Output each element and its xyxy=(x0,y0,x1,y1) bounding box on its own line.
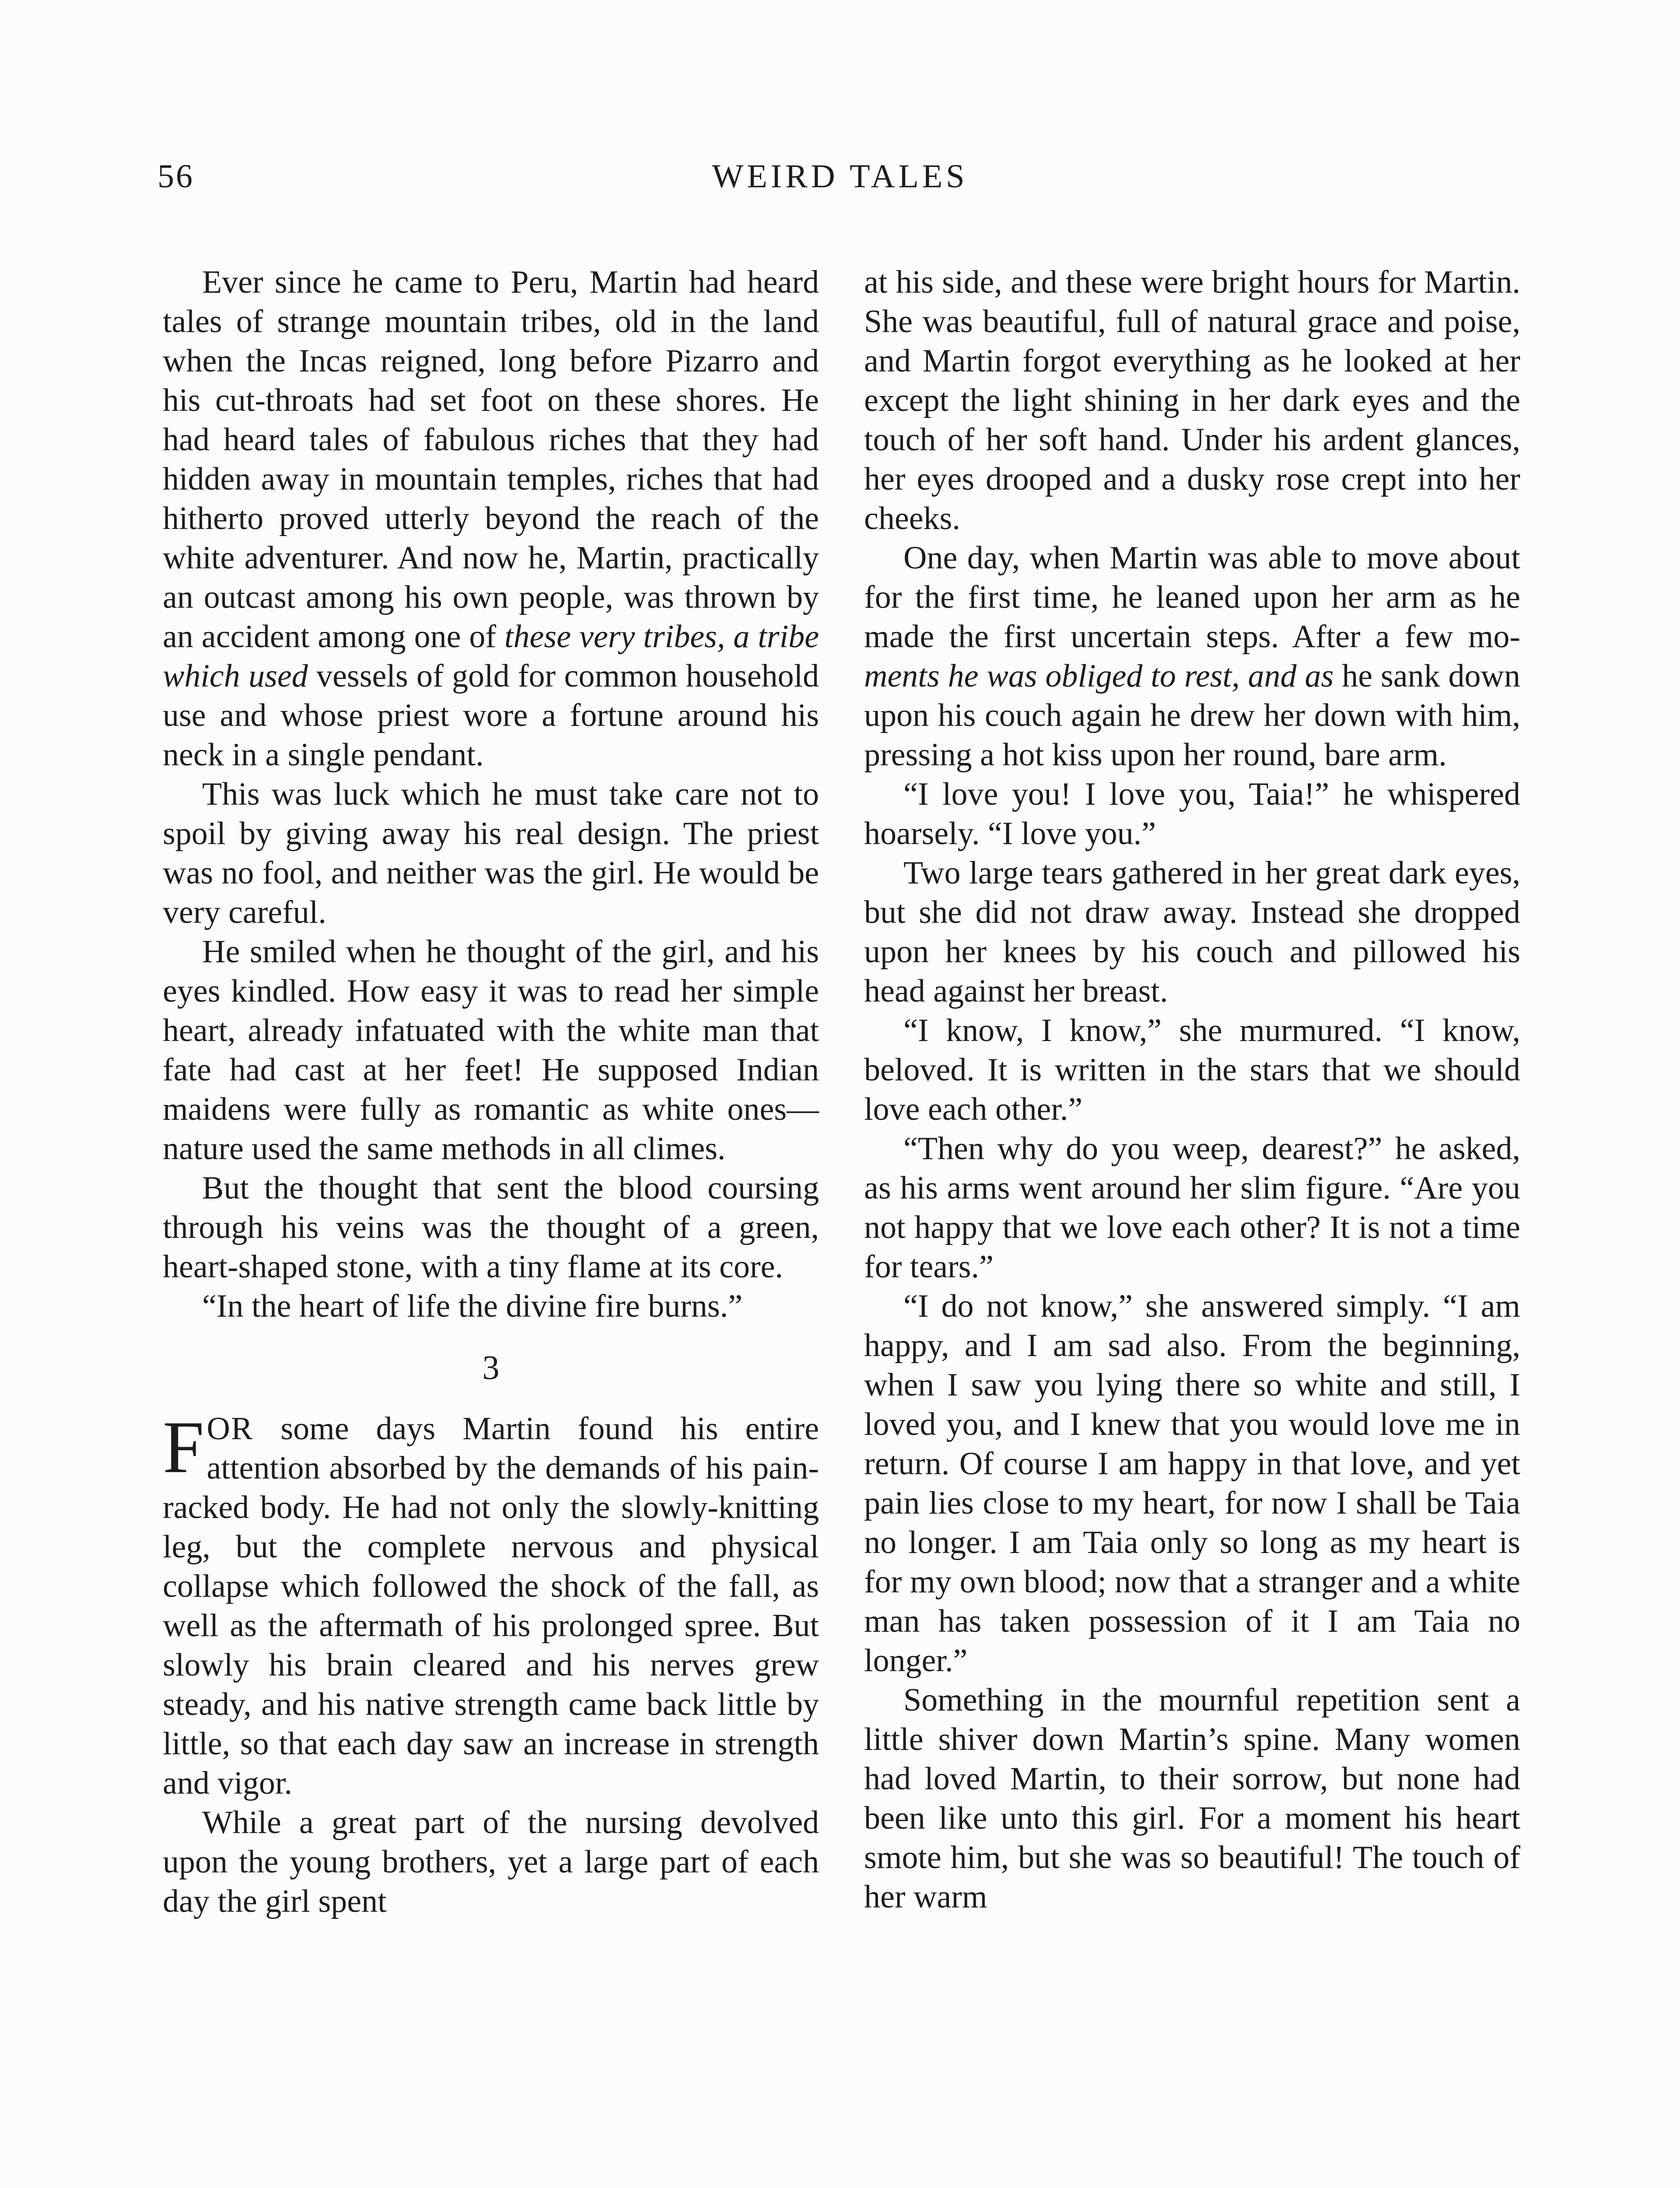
paragraph: He smiled when he thought of the girl, and his eyes kindled. How easy it was to read her simple heart, already infatuated with the white man that fate had cast at her feet! He supposed Indian maidens were fully as romantic as white ones—nature used the same methods in all climes. xyxy=(163,934,819,1167)
paragraph: While a great part of the nursing devolved upon the young brothers, yet a large part of each day the girl spent xyxy=(163,1805,819,1919)
paragraph: “I do not know,” she answered simply. “I am happy, and I am sad also. From the beginning, when I saw you lying there so white and still, I loved you, and I knew that you would love me in return. Of course I am happy in that love, and yet pain lies close to my heart, for now I shall be Taia no longer. I am Taia only so long as my heart is for my own blood; now that a stranger and a white man has taken possession of it I am Taia no longer.” xyxy=(864,1288,1520,1679)
paragraph: Two large tears gathered in her great dark eyes, but she did not draw away. Instead she dropped upon her knees by his couch and pillowed his head against her breast. xyxy=(864,855,1520,1009)
section-number: 3 xyxy=(482,1348,500,1386)
paragraph xyxy=(163,263,819,775)
small-caps-text: OR xyxy=(206,1411,254,1447)
paragraph: This was luck which he must take care not to spoil by giving away his real design. The priest was no fool, and neither was the girl. He would be very careful. xyxy=(163,776,819,930)
paragraph: “Then why do you weep, dearest?” he asked, as his arms went around her slim figure. “Are you not happy that we love each other? It is not a time for tears.” xyxy=(864,1131,1520,1285)
page-header xyxy=(158,158,1522,206)
paragraph-text: vessels of gold for common household use and whose priest wore a fortune around his neck in a single pendant. xyxy=(163,658,819,773)
paragraph: “I know, I know,” she murmured. “I know, beloved. It is written in the stars that we should love each other.” xyxy=(864,1013,1520,1127)
paragraph: “In the heart of life the divine fire burns.” xyxy=(202,1288,742,1324)
paragraph-text: he sank down upon his couch again he drew her down with him, pressing a hot kiss upon her round, bare arm. xyxy=(864,658,1520,773)
running-head: WEIRD TALES xyxy=(712,158,968,195)
paragraph-text: Ever since he came to Peru, Martin had heard tales of strange mountain tribes, old in the land when the Incas reigned, long before Pizarro and his cut-throats had set foot on these shores. He had heard tales of fabulous riches that they had hidden away in mountain temples, riches that had hitherto proved utterly beyond the reach of the white adventurer. And now he, Martin, practically an outcast among his own people, was thrown by an accident among one of xyxy=(163,264,819,655)
italic-text: these very tribes, a tribe which used xyxy=(163,619,819,694)
italic-text: ments he was obliged to rest, and as xyxy=(864,658,1334,694)
paragraph: at his side, and these were bright hours for Martin. She was beautiful, full of natural grace and poise, and Martin forgot everything as he looked at her except the light shining in her dark eyes and the touch of her soft hand. Under his ardent glances, her eyes drooped and a dusky rose crept into her cheeks. xyxy=(864,264,1520,536)
paragraph: “I love you! I love you, Taia!” he whispered hoarsely. “I love you.” xyxy=(864,776,1520,852)
paragraph-text: One day, when Martin was able to move about for the first time, he leaned upon her arm as he made the first uncertain steps. After a few mo- xyxy=(864,540,1520,655)
paragraph: But the thought that sent the blood coursing through his veins was the thought of a green, heart-shaped stone, with a tiny flame at its core. xyxy=(163,1170,819,1285)
paragraph xyxy=(163,1406,819,1803)
left-column xyxy=(163,263,819,1921)
paragraph: Something in the mournful repetition sent a little shiver down Martin’s spine. Many women had loved Martin, to their sorrow, but none had been like unto this girl. For a moment his heart smote him, but she was so beautiful! The touch of her warm xyxy=(864,1682,1520,1915)
page-number: 56 xyxy=(158,158,194,195)
drop-cap: F xyxy=(163,1406,204,1488)
right-column xyxy=(864,263,1520,1917)
paragraph xyxy=(864,538,1520,775)
paragraph-text: some days Martin found his entire attention absorbed by the demands of his pain-racked body. He had not only the slowly-knitting leg, but the complete nervous and physical collapse which followed the shock of the fall, as well as the aftermath of his prolonged spree. But slowly his brain cleared and his nerves grew steady, and his native strength came back little by little, so that each day saw an increase in strength and vigor. xyxy=(163,1411,819,1801)
